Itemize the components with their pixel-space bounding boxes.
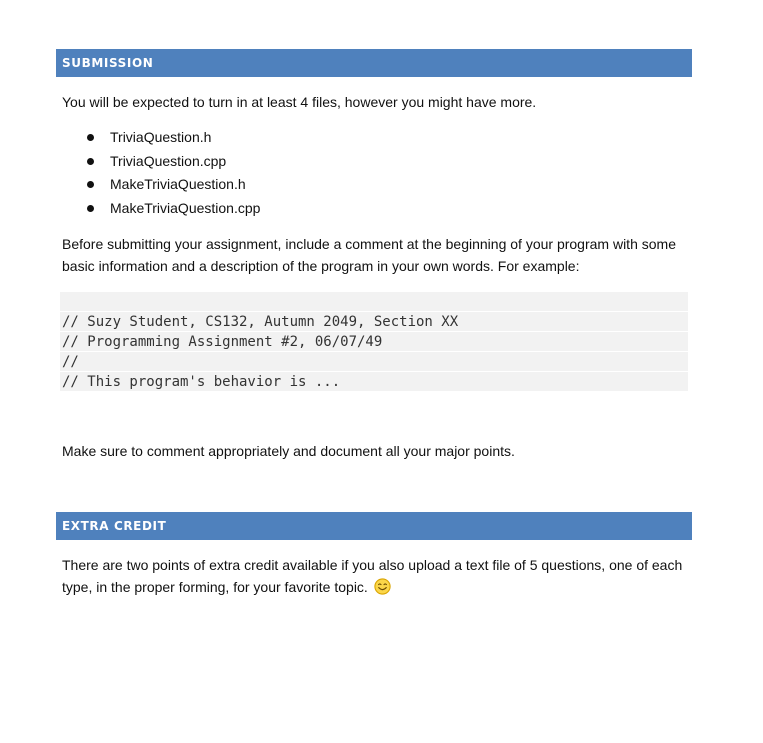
submission-header: SUBMISSION	[56, 49, 692, 77]
extra-credit-header: EXTRA CREDIT	[56, 512, 692, 540]
file-name: TriviaQuestion.cpp	[110, 152, 227, 169]
file-list	[62, 126, 260, 220]
extra-credit-body: There are two points of extra credit available if you also upload a text file of 5 questions, one of each type, in the proper forming, for your favorite topic.	[62, 557, 683, 595]
submission-instructions: Before submitting your assignment, include a comment at the beginning of your program with some basic information and a description of the program in your own words. For example:	[62, 236, 676, 274]
file-name: TriviaQuestion.h	[110, 129, 212, 145]
list-item	[62, 150, 260, 174]
code-example	[60, 292, 688, 392]
bullet-icon	[87, 181, 94, 188]
file-name: MakeTriviaQuestion.cpp	[110, 199, 261, 216]
list-item	[62, 173, 260, 197]
list-item	[62, 197, 260, 221]
code-line: // Programming Assignment #2, 06/07/49	[60, 332, 688, 352]
submission-intro: You will be expected to turn in at least 4 files, however you might have more.	[62, 94, 537, 110]
bullet-icon	[87, 205, 94, 212]
code-line	[60, 292, 688, 312]
code-line: //	[60, 352, 688, 372]
bullet-icon	[87, 158, 94, 165]
smiley-face-icon	[374, 578, 391, 601]
code-line: // Suzy Student, CS132, Autumn 2049, Section XX	[60, 312, 688, 332]
code-line: // This program's behavior is ...	[60, 372, 688, 392]
bullet-icon	[87, 134, 94, 141]
list-item	[62, 126, 260, 150]
submission-closing: Make sure to comment appropriately and document all your major points.	[62, 443, 515, 459]
extra-credit-text	[62, 554, 692, 601]
file-name: MakeTriviaQuestion.h	[110, 176, 246, 192]
